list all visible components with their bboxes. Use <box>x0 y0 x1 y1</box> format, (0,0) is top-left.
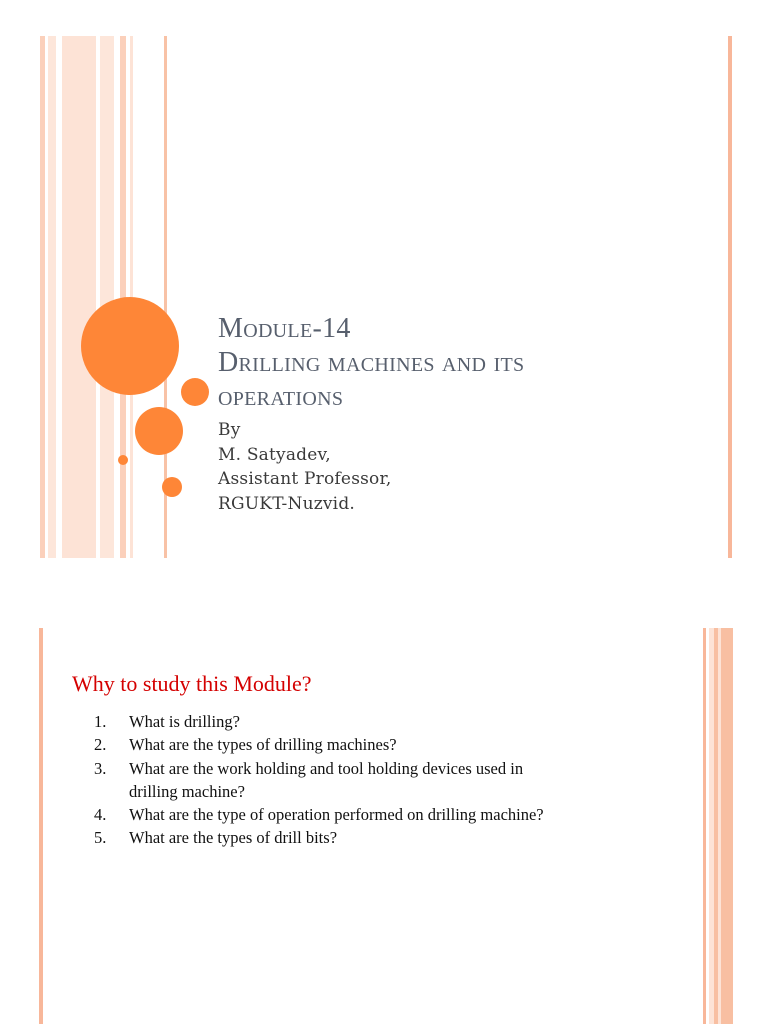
byline-line: Assistant Professor, <box>218 469 392 489</box>
decorative-stripe <box>718 628 721 1024</box>
list-item-number: 3. <box>94 758 107 778</box>
decorative-stripe <box>728 36 732 558</box>
decorative-circle <box>162 477 182 497</box>
decorative-circle <box>135 407 183 455</box>
list-item-number: 2. <box>94 735 107 755</box>
list-item-text: What are the types of drilling machines? <box>129 735 397 755</box>
decorative-stripe <box>40 36 45 558</box>
list-item-text: What are the type of operation performed on drilling machine? <box>129 805 544 825</box>
questions-slide <box>0 628 768 1024</box>
decorative-circle-large <box>81 297 179 395</box>
byline-line: RGUKT-Nuzvid. <box>218 493 356 514</box>
list-item-text: drilling machine? <box>129 781 245 801</box>
decorative-circle-small <box>118 455 128 465</box>
slide-title <box>218 312 688 414</box>
list-item-number: 1. <box>94 712 107 731</box>
author-byline <box>218 418 678 516</box>
list-item <box>94 733 654 756</box>
list-item <box>94 803 654 826</box>
list-item-text: What are the types of drill bits? <box>129 828 338 848</box>
decorative-stripe <box>62 36 96 558</box>
list-item-text: What are the work holding and tool holding devices used in <box>129 758 524 778</box>
slide-heading: Why to study this Module? <box>72 671 312 696</box>
decorative-stripe <box>39 628 43 1024</box>
title-line: operations <box>218 381 344 412</box>
decorative-stripe <box>703 628 706 1024</box>
question-list <box>94 710 654 850</box>
decorative-stripe <box>48 36 56 558</box>
decorative-stripe <box>100 36 114 558</box>
list-item-text: What is drilling? <box>129 712 240 731</box>
byline-line: By <box>218 420 241 440</box>
list-item-number: 5. <box>94 828 107 848</box>
list-item <box>94 826 654 849</box>
list-item <box>94 757 654 804</box>
decorative-circle <box>181 378 209 406</box>
list-item <box>94 710 654 733</box>
title-line: Drilling machines and its <box>218 347 525 378</box>
byline-line: M. Satyadev, <box>218 444 331 465</box>
decorative-stripe <box>714 628 733 1024</box>
list-item-number: 4. <box>94 805 107 825</box>
title-line: Module-14 <box>218 313 351 344</box>
